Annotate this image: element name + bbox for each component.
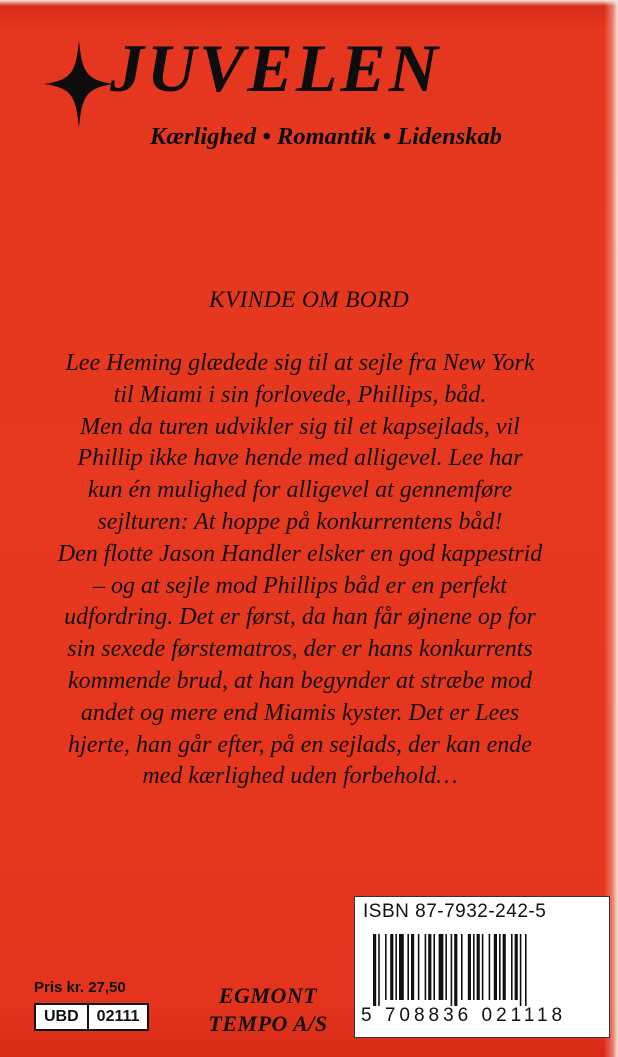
blurb-line: til Miami i sin forlovede, Phillips, båd. [113, 381, 487, 408]
blurb-line: hjerte, han går efter, på en sejlads, der kan ende [68, 731, 532, 758]
distribution-codes [34, 1003, 149, 1031]
price-label: Pris kr. 27,50 [34, 979, 126, 996]
barcode-bar [385, 934, 387, 1000]
blurb-line: Men da turen udvikler sig til et kapsejlads, vil [80, 413, 520, 440]
barcode-bar [407, 934, 409, 1000]
barcode-bar [468, 934, 471, 1000]
barcode-bar [461, 934, 463, 1000]
four-point-star-icon [44, 40, 114, 128]
blurb-line: Phillip ikke have hende med alligevel. Lee har [77, 445, 523, 472]
barcode-bar [411, 934, 414, 1000]
series-tagline: Kærlighed • Romantik • Lidenskab [150, 123, 503, 150]
barcode-bar [499, 934, 501, 1000]
barcode-bar [445, 934, 447, 1000]
publisher-line-2: TEMPO A/S [208, 1011, 328, 1036]
barcode-bar [425, 934, 427, 1000]
barcode-bar [515, 934, 518, 1000]
barcode-bar [433, 934, 435, 1000]
blurb-line: sejlturen: At hoppe på konkurrentens båd! [97, 508, 503, 535]
barcode-bar [439, 934, 444, 1000]
series-logo-title: JUVELEN [110, 30, 441, 106]
barcode-bars [373, 934, 593, 1006]
barcode-bar [428, 934, 431, 1000]
barcode-bar [489, 934, 491, 1000]
barcode-bar [482, 934, 484, 1000]
blurb-line: Lee Heming glædede sig til at sejle fra New York [65, 350, 535, 376]
barcode-bar [477, 934, 480, 1000]
barcode-label [354, 896, 610, 1038]
book-title: KVINDE OM BORD [208, 287, 409, 313]
barcode-bar [503, 934, 506, 1000]
barcode-bar [454, 934, 457, 1006]
barcode-bar [473, 934, 475, 1000]
barcode-bar [525, 934, 527, 1006]
barcode-bar [395, 934, 397, 1000]
page-edge-top [0, 0, 618, 6]
blurb-line: med kærlighed uden forbehold… [142, 763, 458, 790]
barcode-bar [520, 934, 522, 1006]
barcode-bar [390, 934, 393, 1000]
code-number: 02111 [87, 1005, 148, 1029]
code-ubd: UBD [44, 1008, 79, 1025]
barcode-bar [511, 934, 513, 1000]
blurb-line: udfordring. Det er først, da han får øjnene op for [64, 604, 536, 631]
barcode-number: 5 708836 021118 [361, 1005, 567, 1026]
barcode-bar [418, 934, 420, 1000]
blurb [40, 348, 560, 793]
blurb-line: – og at sejle mod Phillips båd er en perfekt [93, 572, 507, 599]
blurb-line: Den flotte Jason Handler elsker en god kappestrid [57, 540, 543, 567]
blurb-line: andet og mere end Miamis kyster. Det er Lees [80, 699, 520, 726]
publisher [198, 982, 338, 1038]
barcode-bar [494, 934, 497, 1000]
barcode-bar [451, 934, 453, 1006]
blurb-line: kun én mulighed for alligevel at gennemføre [87, 477, 513, 504]
barcode-bar [399, 934, 404, 1000]
isbn-text: ISBN 87-7932-242-5 [363, 901, 547, 922]
blurb-line: sin sexede førstematros, der er hans konkurrents [67, 636, 533, 663]
publisher-line-1: EGMONT [218, 983, 318, 1008]
barcode-bar [373, 934, 376, 1006]
barcode-bar [378, 934, 380, 1006]
blurb-line: kommende brud, at han begynder at stræbe mod [68, 667, 532, 694]
